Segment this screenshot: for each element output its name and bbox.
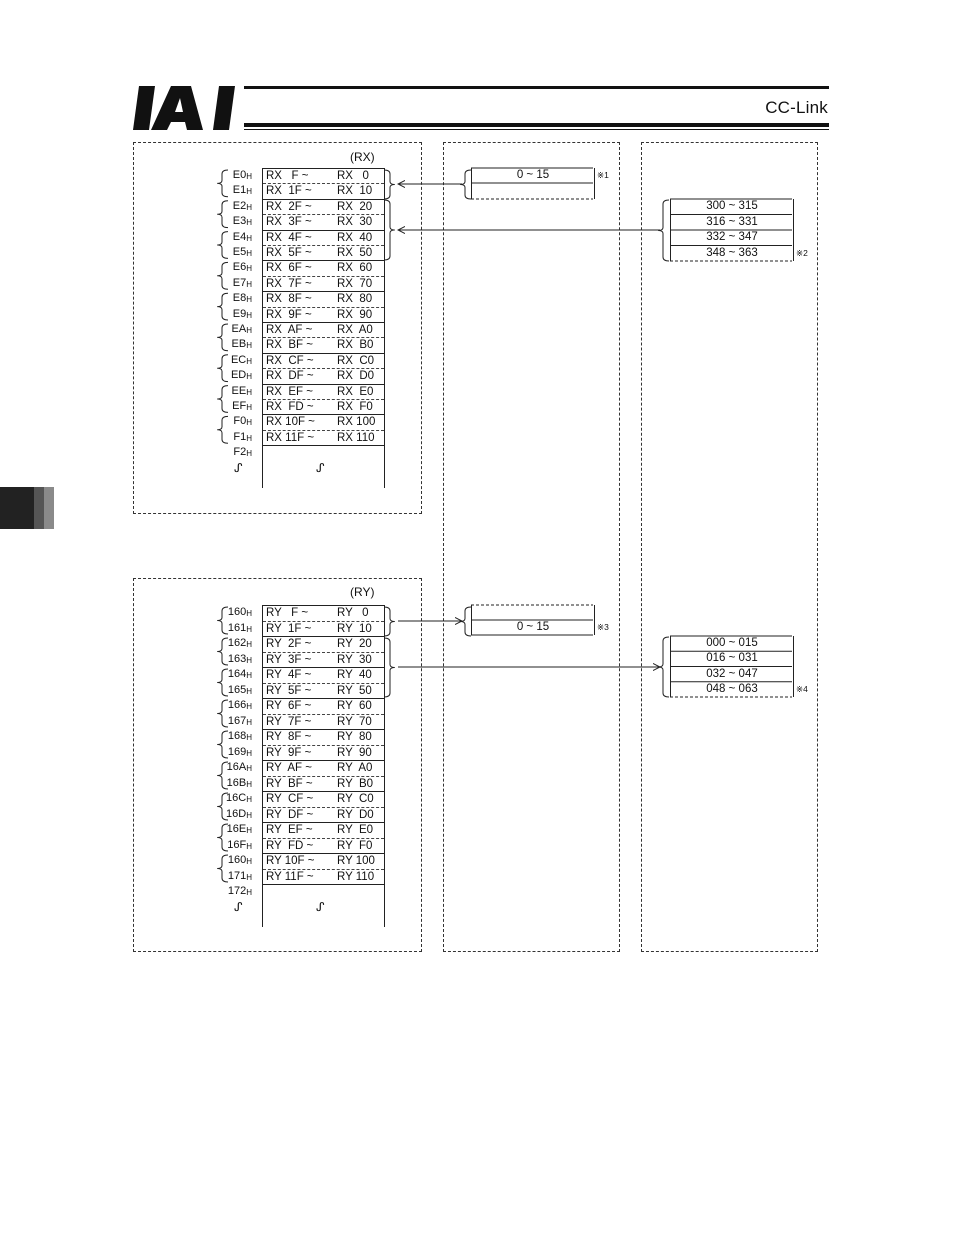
hex-suffix: H (246, 671, 252, 680)
ry-bit-range-low: RY B0 (337, 777, 374, 790)
ry-bit-range-low: RY 40 (337, 669, 372, 681)
rx-right-value: 300 ~ 315 (706, 200, 758, 212)
rx-bit-range-high: RX AF ~ (266, 324, 313, 336)
ry-wave-table: ᔑ (316, 899, 325, 914)
ry-bit-range-high: RY 2F ~ (266, 638, 312, 650)
ry-bit-range-low: RY A0 (337, 762, 373, 774)
ry-pair-brace (217, 855, 228, 882)
hex-suffix: H (246, 449, 252, 459)
ry-address-value: 163 (227, 652, 247, 665)
ry-bit-range-low: RY F0 (337, 839, 373, 852)
hex-suffix: H (246, 702, 252, 711)
ry-bit-range-low: RY 100 (337, 855, 375, 867)
hex-suffix: H (246, 341, 252, 351)
ry-tail-address-value: 172 (227, 885, 247, 897)
hex-suffix: H (246, 264, 252, 274)
rx-bit-range-high: RX 6F ~ (266, 262, 312, 275)
rx-address-value: E8 (232, 292, 247, 305)
rx-pair-brace (217, 232, 228, 259)
ry-bit-range-high: RY 3F ~ (266, 653, 312, 666)
rx-bit-range-low: RX E0 (337, 385, 374, 398)
ry-bit-range-low: RY 90 (337, 746, 372, 759)
hex-suffix: H (246, 810, 252, 820)
ry-tag: (RY) (350, 585, 375, 599)
ry-pair-brace (217, 607, 228, 634)
hex-suffix: H (246, 310, 252, 320)
rx-bit-range-low: RX 60 (337, 262, 373, 275)
ry-mid-brace (460, 607, 471, 636)
ry-address-value: 16A (226, 761, 247, 773)
rx-bit-range-high: RX EF ~ (266, 385, 313, 398)
rx-right-value: 348 ~ 363 (706, 246, 758, 259)
rx-bit-range-high: RX CF ~ (266, 354, 314, 367)
ry-bit-range-high: RY 1F ~ (266, 622, 312, 635)
ry-bit-range-high: RY 5F ~ (266, 684, 312, 697)
ry-address-value: 167 (227, 714, 247, 727)
ry-address-value: 16D (226, 807, 247, 820)
rx-bit-range-low: RX 80 (337, 293, 373, 306)
rx-address-value: EE (231, 384, 247, 397)
rx-tag: (RX) (350, 150, 375, 164)
hex-suffix: H (246, 717, 252, 727)
rx-pair-brace (217, 355, 228, 382)
ry-bit-range-high: RY 9F ~ (266, 746, 312, 759)
ry-pair-brace (217, 824, 228, 851)
rx-address-value: EA (231, 323, 247, 335)
ry-address-value: 16E (226, 823, 247, 835)
rx-bit-range-high: RX 2F ~ (266, 200, 312, 213)
rx-pair-brace (217, 170, 228, 197)
rx-wave-left: ᔑ (234, 460, 243, 475)
ry-bit-range-low: RY D0 (337, 808, 374, 821)
hex-suffix: H (246, 640, 252, 649)
ry-bit-range-low: RY C0 (337, 793, 374, 805)
rx-bit-range-high: RX F ~ (266, 170, 309, 182)
ry-address-value: 16B (226, 776, 247, 789)
rx-bit-range-low: RX C0 (337, 354, 375, 367)
rx-address-value: E1 (232, 184, 247, 197)
rx-right-note: ※2 (796, 248, 808, 258)
ry-bit-range-high: RY F ~ (266, 607, 309, 619)
rx-bit-range-high: RX 3F ~ (266, 216, 312, 229)
ry-address-value: 169 (227, 745, 247, 758)
ry-bit-range-high: RY 8F ~ (266, 731, 312, 743)
ry-bit-range-low: RY E0 (337, 824, 374, 836)
rx-bit-range-high: RX 5F ~ (266, 247, 312, 259)
rx-right-brace (658, 200, 669, 261)
rx-bit-range-low: RX 70 (337, 277, 373, 290)
rx-address-value: E9 (232, 307, 247, 320)
hex-suffix: H (246, 233, 252, 243)
hex-suffix: H (246, 433, 252, 443)
rx-address-value: ED (230, 369, 247, 382)
ry-address-value: 16C (226, 792, 247, 804)
rx-bit-range-high: RX 1F ~ (266, 185, 312, 198)
ry-bit-range-low: RY 110 (337, 870, 375, 883)
hex-suffix: H (246, 779, 252, 789)
hex-suffix: H (246, 795, 252, 804)
ry-address-value: 161 (227, 621, 247, 634)
ry-right-value: 000 ~ 015 (706, 637, 758, 649)
ry-table-brace-1 (384, 607, 395, 636)
hex-suffix: H (246, 857, 252, 866)
hex-suffix: H (246, 686, 252, 696)
rx-right-value: 332 ~ 347 (706, 231, 758, 243)
rx-address-value: E3 (232, 215, 247, 228)
rx-bit-range-low: RX 10 (337, 185, 373, 198)
rx-bit-range-high: RX 4F ~ (266, 231, 312, 244)
rx-bit-range-high: RX 9F ~ (266, 308, 312, 321)
hex-suffix: H (246, 826, 252, 835)
hex-suffix: H (246, 609, 252, 618)
rx-bit-range-high: RX 11F ~ (266, 431, 315, 444)
ry-address-value: 164 (227, 668, 247, 680)
rx-bit-range-low: RX 90 (337, 308, 373, 321)
rx-mid-brace (460, 170, 471, 199)
ry-right-brace (658, 637, 669, 697)
rx-table-brace-1 (384, 170, 395, 199)
rx-bit-range-high: RX BF ~ (266, 339, 313, 352)
ry-pair-brace (217, 638, 228, 665)
ry-address-value: 168 (227, 730, 247, 742)
ry-table-brace-2 (384, 638, 395, 697)
rx-address-value: F1 (233, 430, 247, 443)
ry-right-value: 032 ~ 047 (706, 667, 758, 680)
hex-suffix: H (246, 764, 252, 773)
ry-mid-value: 0 ~ 15 (516, 621, 550, 633)
ry-address-value: 162 (227, 637, 247, 649)
ry-bit-range-low: RY 0 (337, 607, 369, 619)
rx-address-value: EB (231, 338, 247, 351)
hex-suffix: H (246, 888, 252, 897)
rx-pair-brace (217, 324, 228, 351)
rx-bit-range-low: RX 110 (337, 431, 375, 444)
ry-bit-range-high: RY FD ~ (266, 839, 314, 852)
ry-bit-range-high: RY 6F ~ (266, 700, 312, 712)
ry-address-value: 160 (227, 606, 247, 618)
rx-bit-range-low: RX B0 (337, 339, 374, 352)
hex-suffix: H (246, 403, 252, 412)
hex-suffix: H (246, 356, 252, 366)
rx-wave-table: ᔑ (316, 460, 325, 475)
rx-bit-range-low: RX 30 (337, 216, 373, 229)
ry-pair-brace (217, 762, 228, 789)
hex-suffix: H (246, 249, 252, 258)
ry-bit-range-low: RY 80 (337, 731, 372, 743)
ry-bit-range-high: RY CF ~ (266, 793, 314, 805)
ry-pair-brace (217, 669, 228, 696)
ry-pair-brace (217, 793, 228, 820)
ry-bit-range-low: RY 50 (337, 684, 372, 697)
hex-suffix: H (246, 733, 252, 742)
ry-bit-range-high: RY 10F ~ (266, 855, 315, 867)
rx-bit-range-high: RX 10F ~ (266, 416, 315, 429)
rx-bit-range-low: RX D0 (337, 370, 375, 383)
rx-pair-brace (217, 262, 228, 289)
ry-bit-range-high: RY 4F ~ (266, 669, 312, 681)
hex-suffix: H (246, 187, 252, 197)
ry-bit-range-high: RY EF ~ (266, 824, 313, 836)
hex-suffix: H (246, 172, 252, 181)
hex-suffix: H (246, 326, 252, 335)
rx-bit-range-high: RX 8F ~ (266, 293, 312, 306)
ry-bit-range-high: RY DF ~ (266, 808, 314, 821)
rx-right-value: 316 ~ 331 (706, 215, 758, 228)
rx-bit-range-high: RX DF ~ (266, 370, 314, 383)
hex-suffix: H (246, 295, 252, 305)
rx-pair-brace (217, 201, 228, 228)
rx-mid-value: 0 ~ 15 (516, 169, 550, 181)
rx-bit-range-low: RX 100 (337, 416, 376, 429)
rx-address-value: F0 (233, 415, 247, 428)
ry-bit-range-low: RY 20 (337, 638, 372, 650)
ry-address-value: 16F (227, 838, 247, 851)
rx-tail-address-value: F2 (233, 446, 247, 459)
ry-right-value: 016 ~ 031 (706, 652, 758, 665)
rx-bit-range-low: RX 40 (337, 231, 373, 244)
rx-bit-range-low: RX F0 (337, 401, 373, 413)
hex-suffix: H (246, 279, 252, 289)
rx-table-brace-2 (384, 200, 395, 260)
hex-suffix: H (246, 655, 252, 665)
ry-address-value: 166 (227, 699, 247, 711)
rx-pair-brace (217, 416, 228, 443)
hex-suffix: H (246, 841, 252, 851)
rx-address-value: E0 (232, 169, 247, 181)
hex-suffix: H (246, 387, 252, 397)
ry-bit-range-low: RY 30 (337, 653, 372, 666)
rx-bit-range-high: RX 7F ~ (266, 277, 312, 290)
rx-bit-range-high: RX FD ~ (266, 401, 314, 413)
rx-address-value: EF (232, 400, 247, 412)
ry-bit-range-low: RY 70 (337, 715, 372, 728)
rx-pair-brace (217, 293, 228, 320)
hex-suffix: H (246, 748, 252, 758)
rx-pair-brace (217, 386, 228, 413)
header-title: CC-Link (765, 98, 828, 117)
rx-address-value: E4 (232, 230, 247, 243)
ry-mid-note: ※3 (597, 622, 609, 632)
hex-suffix: H (246, 218, 252, 228)
hex-suffix: H (246, 624, 252, 634)
ry-bit-range-low: RY 60 (337, 700, 372, 712)
rx-address-value: E7 (232, 276, 247, 289)
ry-wave-left: ᔑ (234, 899, 243, 914)
ry-pair-brace (217, 700, 228, 727)
ry-bit-range-low: RY 10 (337, 622, 372, 635)
rx-mid-note: ※1 (597, 170, 609, 180)
rx-address-value: E5 (232, 246, 247, 258)
rx-bit-range-low: RX 20 (337, 200, 373, 213)
hex-suffix: H (246, 372, 252, 382)
ry-right-value: 048 ~ 063 (706, 682, 758, 695)
hex-suffix: H (246, 872, 252, 882)
ry-bit-range-high: RY BF ~ (266, 777, 313, 790)
ry-address-value: 160 (227, 854, 247, 866)
rx-bit-range-low: RX 50 (337, 247, 373, 259)
ry-right-note: ※4 (796, 684, 808, 694)
ry-address-value: 171 (227, 869, 247, 882)
hex-suffix: H (246, 418, 252, 428)
hex-suffix: H (246, 202, 252, 212)
ry-bit-range-high: RY AF ~ (266, 762, 312, 774)
rx-bit-range-low: RX A0 (337, 324, 373, 336)
rx-address-value: EC (230, 353, 247, 366)
rx-address-value: E2 (232, 199, 247, 212)
ry-bit-range-high: RY 11F ~ (266, 870, 314, 883)
ry-pair-brace (217, 731, 228, 758)
ry-bit-range-high: RY 7F ~ (266, 715, 312, 728)
ry-address-value: 165 (227, 683, 247, 696)
rx-bit-range-low: RX 0 (337, 170, 369, 182)
rx-address-value: E6 (232, 261, 247, 274)
